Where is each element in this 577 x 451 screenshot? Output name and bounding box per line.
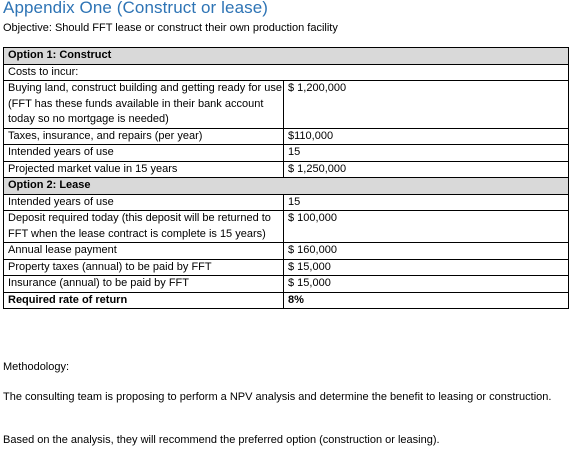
- option2-header-row: [4, 178, 569, 195]
- row-value: $ 15,000: [284, 259, 569, 276]
- row-value: $110,000: [284, 128, 569, 145]
- option2-header: Option 2: Lease: [4, 178, 569, 195]
- costs-label: Costs to incur:: [4, 64, 569, 81]
- row-label: Buying land, construct building and getting ready for use (FFT has these funds available in their bank account today so no mortgage is needed): [4, 81, 284, 129]
- objective-text: Objective: Should FFT lease or construct their own production facility: [3, 22, 338, 34]
- table-row: [4, 161, 569, 178]
- row-label: Annual lease payment: [4, 243, 284, 260]
- option1-header-row: [4, 48, 569, 65]
- row-value: $ 1,250,000: [284, 161, 569, 178]
- row-label: Insurance (annual) to be paid by FFT: [4, 276, 284, 293]
- table-row: [4, 194, 569, 211]
- required-rate-row: [4, 292, 569, 309]
- row-label: Intended years of use: [4, 194, 284, 211]
- row-value: 15: [284, 145, 569, 162]
- row-value: 15: [284, 194, 569, 211]
- row-label: Projected market value in 15 years: [4, 161, 284, 178]
- table-row: [4, 243, 569, 260]
- row-value: $ 100,000: [284, 211, 569, 243]
- page-title: Appendix One (Construct or lease): [3, 0, 269, 17]
- row-label: Intended years of use: [4, 145, 284, 162]
- table-row: [4, 259, 569, 276]
- row-label: Property taxes (annual) to be paid by FFT: [4, 259, 284, 276]
- table-row: [4, 276, 569, 293]
- row-value: $ 15,000: [284, 276, 569, 293]
- options-table: [3, 47, 569, 309]
- table-row: [4, 128, 569, 145]
- option1-header: Option 1: Construct: [4, 48, 569, 65]
- costs-label-row: [4, 64, 569, 81]
- row-value: $ 1,200,000: [284, 81, 569, 129]
- required-rate-label: Required rate of return: [4, 292, 284, 309]
- table-row: [4, 145, 569, 162]
- methodology-paragraph-2: Based on the analysis, they will recommend the preferred option (construction or leasing).: [3, 434, 440, 446]
- table-row: [4, 211, 569, 243]
- row-label: Taxes, insurance, and repairs (per year): [4, 128, 284, 145]
- required-rate-value: 8%: [284, 292, 569, 309]
- methodology-paragraph-1: The consulting team is proposing to perform a NPV analysis and determine the benefit to leasing or construction.: [3, 391, 552, 403]
- row-value: $ 160,000: [284, 243, 569, 260]
- table-row: [4, 81, 569, 129]
- row-label: Deposit required today (this deposit will be returned to FFT when the lease contract is complete is 15 years): [4, 211, 284, 243]
- methodology-heading: Methodology:: [3, 361, 70, 373]
